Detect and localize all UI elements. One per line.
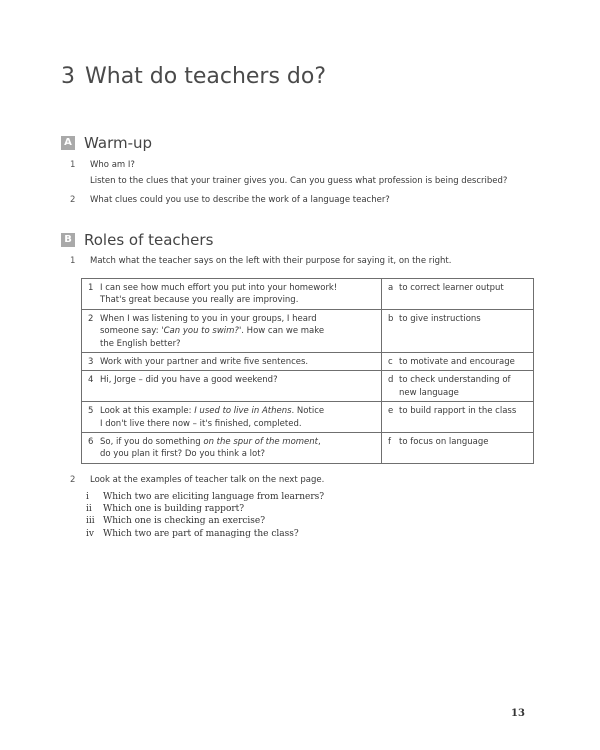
purpose-text: to focus on language bbox=[399, 437, 489, 448]
statement-number: 2 bbox=[88, 313, 94, 324]
statement-text bbox=[100, 313, 375, 350]
roman-numeral: i bbox=[86, 492, 89, 502]
section-a-question-2 bbox=[70, 195, 390, 205]
roman-numeral: iii bbox=[86, 516, 95, 527]
statement-text-italic: Can you to swim? bbox=[163, 326, 239, 337]
section-b-title: Roles of teachers bbox=[84, 231, 214, 249]
list-item bbox=[86, 515, 324, 527]
statement-text-italic: on the spur of the moment bbox=[203, 437, 318, 448]
purpose-letter: c bbox=[388, 357, 393, 368]
statement-text-italic: I used to live in Athens bbox=[194, 406, 292, 417]
statement-text-part: Look at this example: bbox=[100, 406, 195, 417]
table-row bbox=[82, 309, 534, 352]
statement-number: 5 bbox=[88, 406, 94, 417]
statement-text-part: , do you plan it first? Do you think a lot? bbox=[100, 437, 321, 460]
purpose-text: to build rapport in the class bbox=[399, 406, 517, 417]
table-row bbox=[82, 353, 534, 371]
purpose-cell bbox=[382, 279, 534, 310]
page-number: 13 bbox=[511, 708, 525, 719]
statement-number: 3 bbox=[88, 357, 94, 368]
section-a-letter-badge: A bbox=[61, 136, 75, 150]
roman-numeral: iv bbox=[86, 528, 94, 539]
purpose-cell bbox=[382, 371, 534, 402]
sub-question-text: Which one is building rapport? bbox=[103, 504, 245, 515]
statement-text: Work with your partner and write five sentences. bbox=[100, 357, 309, 368]
question-number: 2 bbox=[70, 195, 76, 205]
purpose-cell bbox=[382, 353, 534, 371]
purpose-cell bbox=[382, 402, 534, 433]
teacher-statement-cell bbox=[82, 309, 382, 352]
page-title bbox=[61, 64, 326, 89]
table-row bbox=[82, 371, 534, 402]
question-number: 1 bbox=[70, 160, 76, 170]
teacher-statement-cell bbox=[82, 279, 382, 310]
unit-number: 3 bbox=[61, 64, 75, 89]
statement-text: Hi, Jorge – did you have a good weekend? bbox=[100, 375, 278, 386]
purpose-letter: e bbox=[388, 406, 394, 417]
question-text: Look at the examples of teacher talk on the next page. bbox=[90, 475, 325, 485]
teacher-statement-cell bbox=[82, 353, 382, 371]
purpose-text: to check understanding of new language bbox=[399, 375, 511, 398]
purpose-cell bbox=[382, 309, 534, 352]
purpose-letter: b bbox=[388, 313, 394, 324]
list-item bbox=[86, 491, 324, 503]
statement-number: 4 bbox=[88, 375, 94, 386]
statement-text-part: When I was listening to you in your groups, I heard someone say: ' bbox=[100, 313, 317, 337]
purpose-letter: f bbox=[388, 437, 391, 448]
purpose-letter: d bbox=[388, 375, 394, 386]
teacher-statement-cell bbox=[82, 402, 382, 433]
section-a-question-1 bbox=[70, 160, 135, 170]
statement-number: 1 bbox=[88, 283, 94, 293]
statement-text bbox=[100, 436, 375, 461]
section-b-heading bbox=[61, 232, 213, 248]
question-number: 2 bbox=[70, 475, 76, 485]
section-a-question-1-detail bbox=[90, 176, 507, 186]
statement-text bbox=[100, 405, 375, 430]
question-text: Who am I? bbox=[90, 160, 135, 170]
question-text: Match what the teacher says on the left with their purpose for saying it, on the right. bbox=[90, 256, 452, 266]
section-a-title: Warm-up bbox=[84, 134, 153, 152]
matching-table bbox=[81, 278, 534, 464]
statement-text: I can see how much effort you put into your homework! That's great because you really are improving. bbox=[100, 283, 338, 306]
table-row bbox=[82, 279, 534, 310]
list-item bbox=[86, 528, 324, 540]
purpose-letter: a bbox=[388, 283, 394, 293]
table-row bbox=[82, 402, 534, 433]
statement-text-part: So, if you do something bbox=[100, 437, 204, 448]
question-number: 1 bbox=[70, 256, 76, 266]
sub-question-text: Which one is checking an exercise? bbox=[103, 516, 266, 527]
teacher-statement-cell bbox=[82, 433, 382, 464]
purpose-text: to correct learner output bbox=[399, 283, 504, 293]
purpose-text: to give instructions bbox=[399, 313, 481, 324]
statement-number: 6 bbox=[88, 437, 94, 448]
sub-question-text: Which two are part of managing the class? bbox=[103, 528, 299, 539]
statement-text-part: . Notice I don't live there now – it's finished, completed. bbox=[100, 406, 325, 429]
question-text: What clues could you use to describe the work of a language teacher? bbox=[90, 195, 390, 205]
purpose-text: to motivate and encourage bbox=[399, 357, 515, 368]
section-b-question-1 bbox=[70, 256, 451, 266]
roman-numeral: ii bbox=[86, 504, 92, 515]
list-item bbox=[86, 503, 324, 515]
section-b-letter-badge: B bbox=[61, 233, 75, 247]
statement-text-part: '. How can we make the English better? bbox=[100, 326, 325, 349]
section-a-heading bbox=[61, 135, 152, 151]
unit-title-text: What do teachers do? bbox=[85, 64, 327, 89]
sub-question-list bbox=[86, 491, 324, 540]
question-text: Listen to the clues that your trainer gives you. Can you guess what profession is being described? bbox=[90, 176, 508, 186]
purpose-cell bbox=[382, 433, 534, 464]
teacher-statement-cell bbox=[82, 371, 382, 402]
table-row bbox=[82, 433, 534, 464]
sub-question-text: Which two are eliciting language from learners? bbox=[103, 492, 325, 502]
section-b-question-2 bbox=[70, 475, 324, 485]
